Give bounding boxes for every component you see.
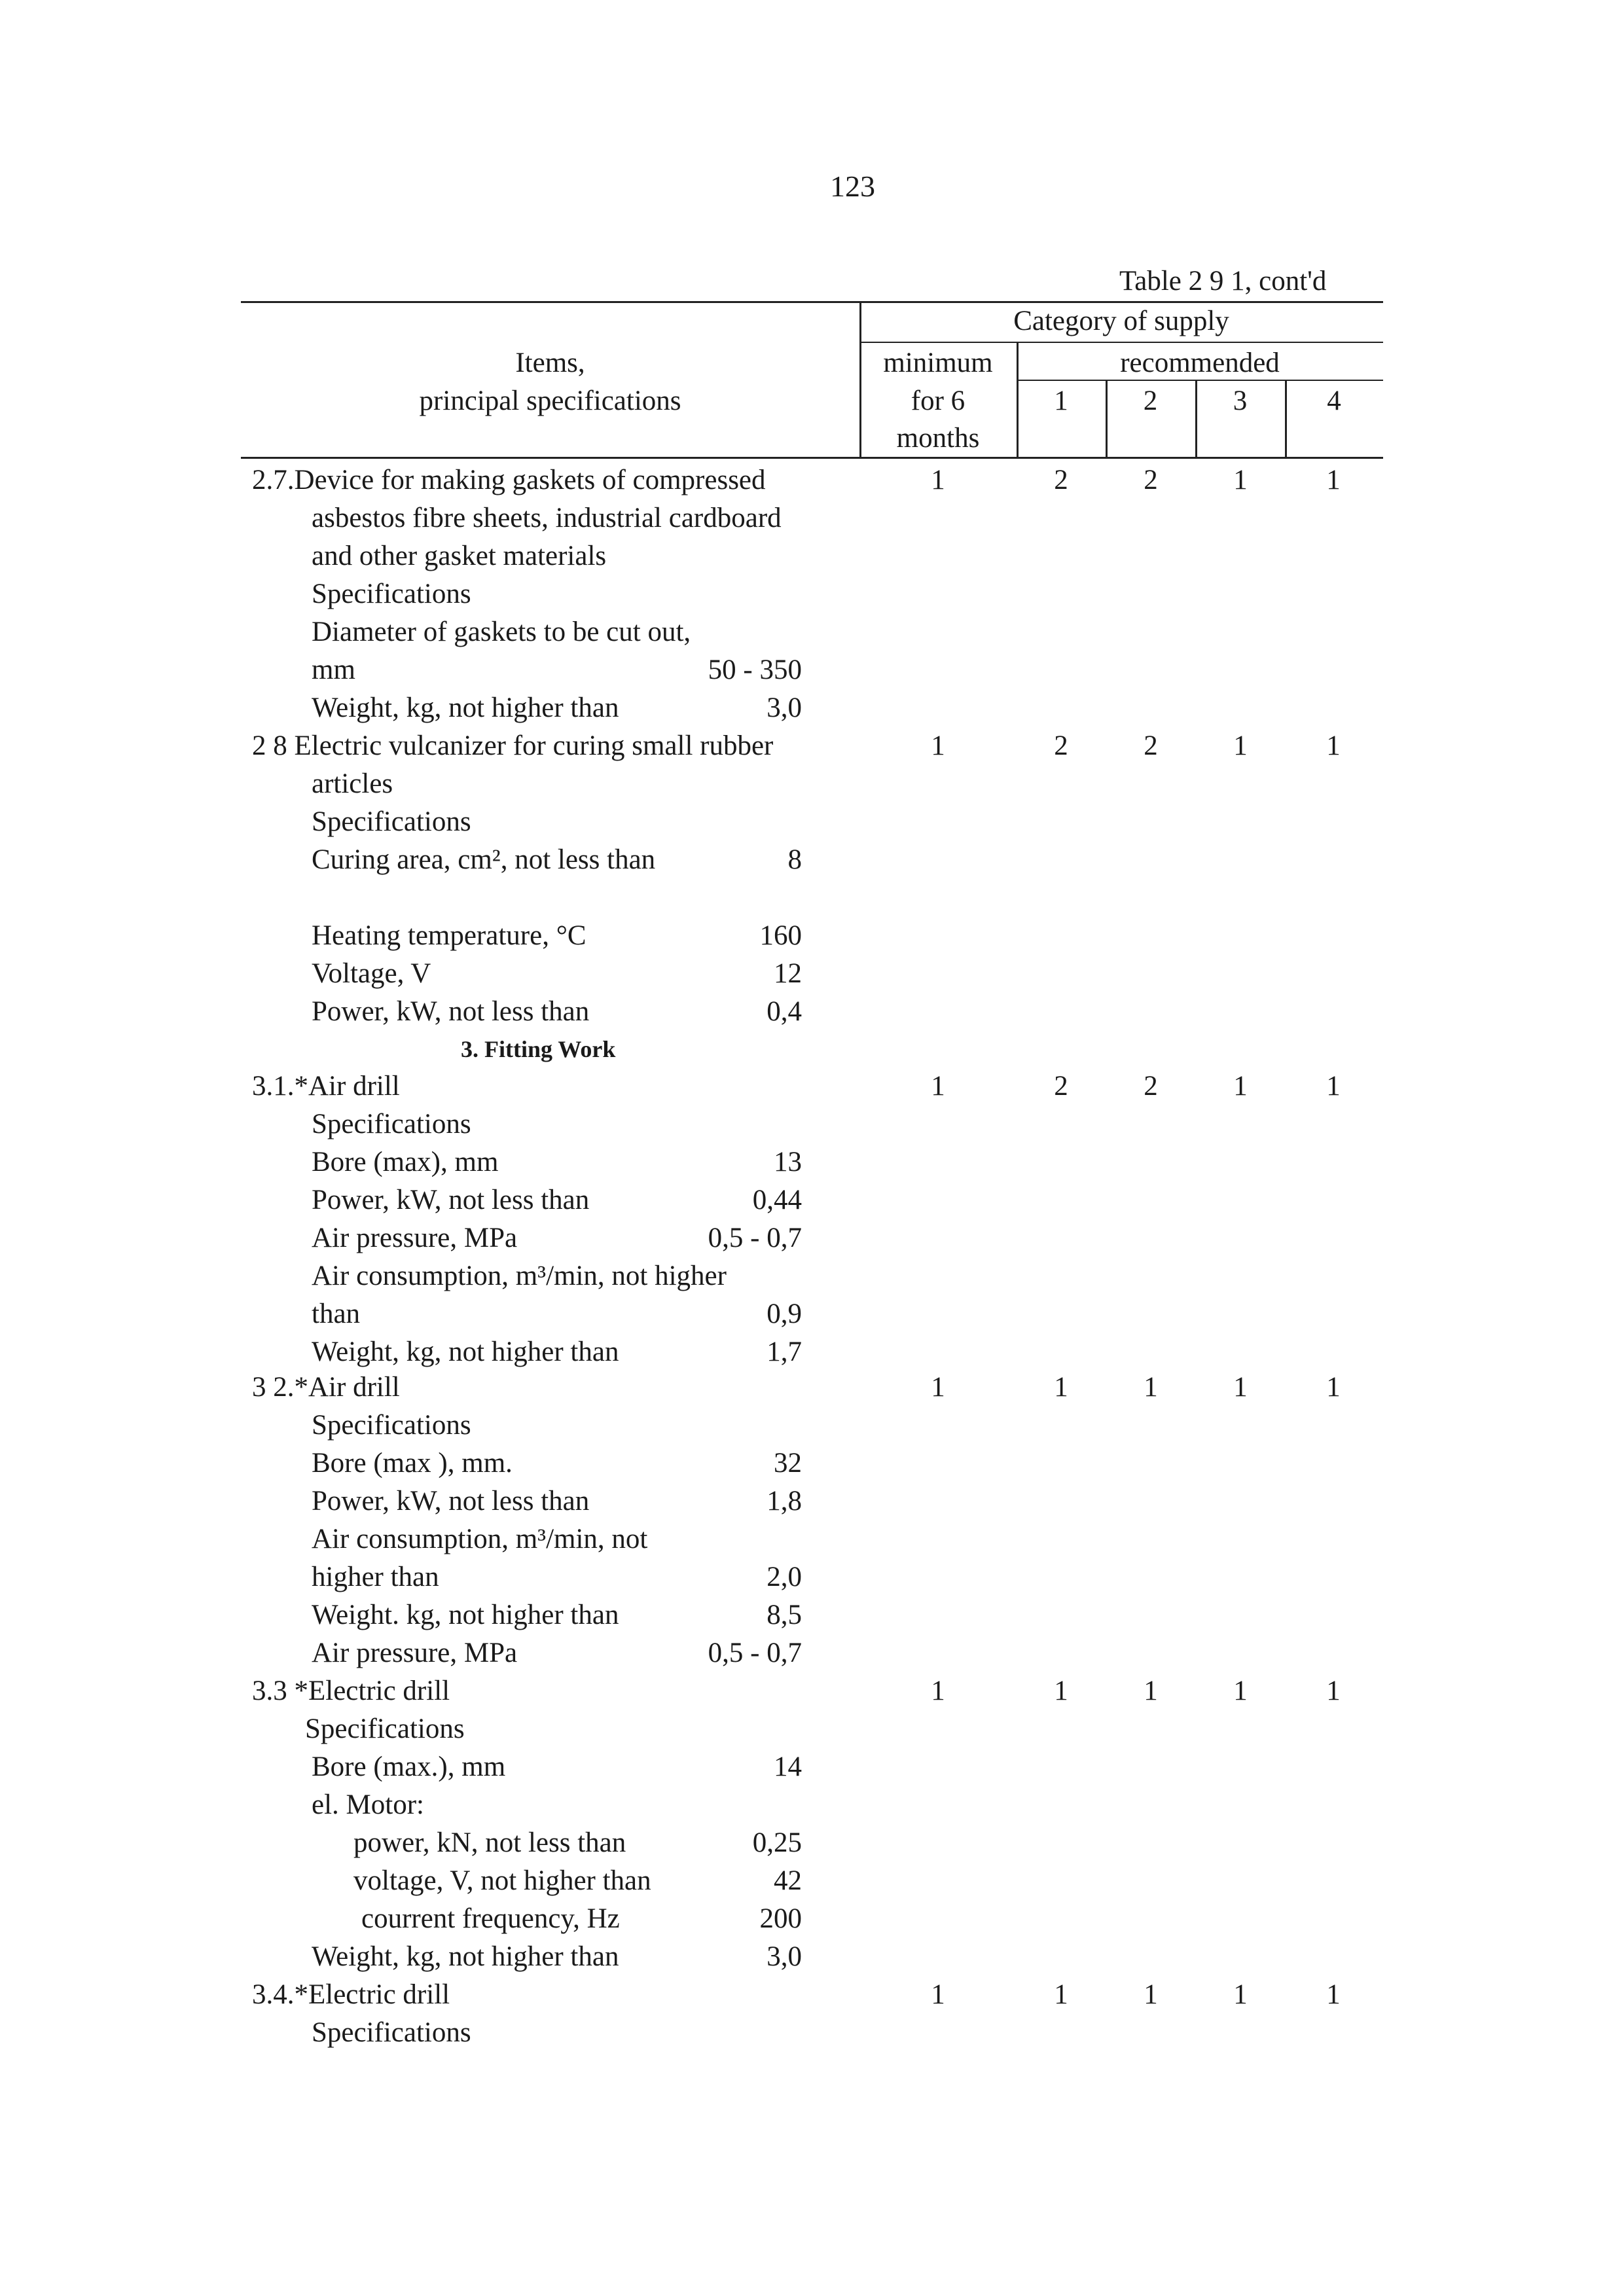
item-desc: articles [312,768,393,799]
spec-value: 12 [774,958,802,989]
spec-label: Power, kW, not less than [312,996,590,1027]
spec-label: Power, kW, not less than [312,1185,590,1215]
specs-heading: Specifications [312,1410,471,1441]
header-minimum: minimum [883,348,993,378]
item-desc: and other gasket materials [312,541,607,571]
value-minimum: 1 [931,1071,945,1102]
item-title: 3.1.*Air drill [252,1071,400,1102]
value-rec-2: 2 [1144,730,1158,761]
spec-value: 3,0 [767,692,802,723]
spec-value: 0,5 - 0,7 [708,1223,802,1253]
value-rec-4: 1 [1326,1372,1341,1403]
value-rec-1: 2 [1054,465,1068,495]
spec-label: Bore (max ), mm. [312,1448,513,1479]
value-minimum: 1 [931,730,945,761]
spec-label: Weight, kg, not higher than [312,1336,619,1367]
specs-heading: Specifications [312,1109,471,1139]
spec-value: 8 [787,844,802,875]
specs-heading: Specifications [312,579,471,609]
value-rec-3: 1 [1233,465,1248,495]
spec-label: Weight, kg, not higher than [312,1941,619,1972]
value-rec-4: 1 [1326,1676,1341,1706]
value-rec-2: 1 [1144,1676,1158,1706]
value-rec-3: 1 [1233,1979,1248,2010]
spec-label: Air consumption, m³/min, not [312,1524,648,1554]
value-rec-2: 1 [1144,1979,1158,2010]
value-rec-1: 2 [1054,730,1068,761]
section-heading: 3. Fitting Work [461,1036,616,1062]
item-title: 2 8 Electric vulcanizer for curing small rubber [252,730,774,761]
header-bottom-rule [241,457,1383,459]
value-rec-1: 1 [1054,1676,1068,1706]
item-desc: asbestos fibre sheets, industrial cardboard [312,503,782,533]
header-months: months [896,423,980,454]
header-col-3: 3 [1233,386,1248,416]
value-rec-2: 2 [1144,1071,1158,1102]
recommended-rule [1017,380,1383,381]
spec-label: courrent frequency, Hz [361,1903,620,1934]
spec-value: 3,0 [767,1941,802,1972]
spec-label: el. Motor: [312,1789,424,1820]
value-rec-2: 2 [1144,465,1158,495]
spec-label: than [312,1299,361,1329]
spec-label: mm [312,655,355,685]
spec-label: Curing area, cm², not less than [312,844,656,875]
spec-label: Bore (max), mm [312,1147,499,1177]
spec-value: 2,0 [767,1562,802,1592]
value-minimum: 1 [931,1676,945,1706]
item-title: 3.4.*Electric drill [252,1979,450,2010]
spec-value: 32 [774,1448,802,1479]
spec-value: 1,8 [767,1486,802,1516]
value-rec-4: 1 [1326,465,1341,495]
item-title: 3.3 *Electric drill [252,1676,450,1706]
header-col-2: 2 [1143,386,1158,416]
spec-value: 8,5 [767,1600,802,1630]
header-for-6: for 6 [911,386,965,416]
spec-label: Air pressure, MPa [312,1638,518,1668]
spec-label: Weight. kg, not higher than [312,1600,619,1630]
value-rec-3: 1 [1233,730,1248,761]
item-title: 2.7.Device for making gaskets of compressed [252,465,766,495]
value-rec-4: 1 [1326,730,1341,761]
table-caption: Table 2 9 1, cont'd [1119,266,1327,296]
header-principal-specs: principal specifications [419,386,681,416]
value-rec-1: 1 [1054,1979,1068,2010]
category-rule [859,342,1383,343]
spec-value: 1,7 [767,1336,802,1367]
spec-value: 14 [774,1751,802,1782]
table-top-rule [241,301,1383,303]
spec-label: Air consumption, m³/min, not higher [312,1261,727,1291]
specs-heading: Specifications [312,2017,471,2048]
value-minimum: 1 [931,1979,945,2010]
header-items: Items, [515,348,585,378]
page-number: 123 [830,170,875,203]
spec-value: 50 - 350 [708,655,802,685]
header-category: Category of supply [1013,306,1229,336]
spec-label: voltage, V, not higher than [353,1865,651,1896]
header-recommended: recommended [1120,348,1280,378]
spec-label: Voltage, V [312,958,431,989]
spec-value: 13 [774,1147,802,1177]
spec-value: 0,25 [752,1827,802,1858]
spec-label: Weight, kg, not higher than [312,692,619,723]
spec-value: 200 [759,1903,802,1934]
value-rec-4: 1 [1326,1071,1341,1102]
value-rec-4: 1 [1326,1979,1341,2010]
value-rec-3: 1 [1233,1372,1248,1403]
spec-label: power, kN, not less than [353,1827,626,1858]
spec-value: 0,5 - 0,7 [708,1638,802,1668]
spec-label: Air pressure, MPa [312,1223,518,1253]
specs-heading: Specifications [305,1713,465,1744]
spec-label: Diameter of gaskets to be cut out, [312,617,691,647]
item-title: 3 2.*Air drill [252,1372,400,1403]
spec-label: higher than [312,1562,439,1592]
spec-value: 0,4 [767,996,802,1027]
spec-value: 0,44 [752,1185,802,1215]
value-minimum: 1 [931,1372,945,1403]
spec-value: 42 [774,1865,802,1896]
value-rec-1: 1 [1054,1372,1068,1403]
spec-label: Heating temperature, °C [312,920,586,951]
value-minimum: 1 [931,465,945,495]
header-col-1: 1 [1054,386,1068,416]
value-rec-1: 2 [1054,1071,1068,1102]
value-rec-3: 1 [1233,1071,1248,1102]
value-rec-3: 1 [1233,1676,1248,1706]
header-col-4: 4 [1327,386,1341,416]
value-rec-2: 1 [1144,1372,1158,1403]
spec-value: 0,9 [767,1299,802,1329]
spec-value: 160 [759,920,802,951]
spec-label: Bore (max.), mm [312,1751,506,1782]
spec-label: Power, kW, not less than [312,1486,590,1516]
specs-heading: Specifications [312,806,471,837]
